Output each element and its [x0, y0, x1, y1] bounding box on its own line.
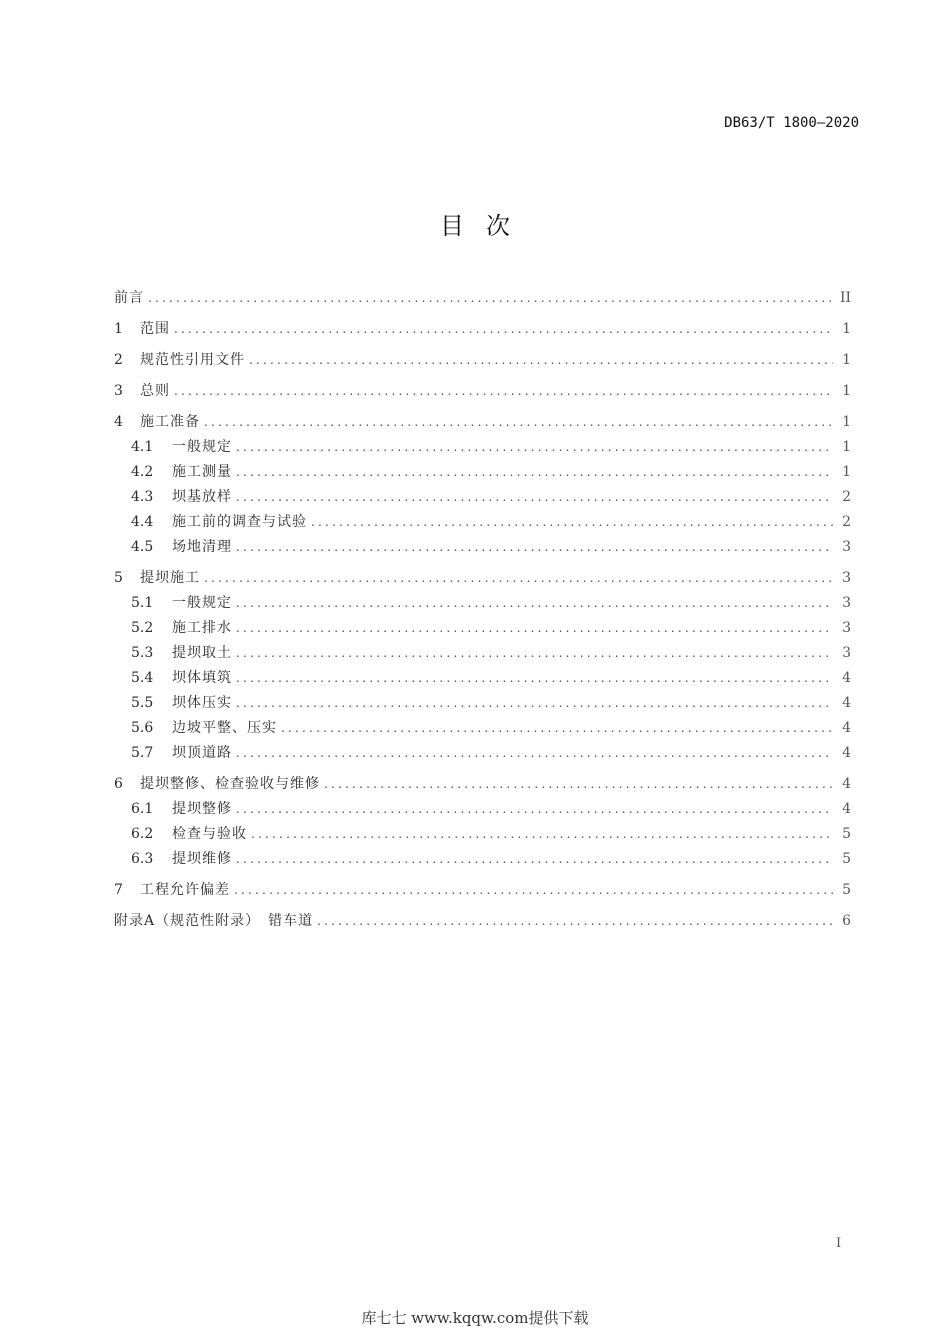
toc-entry-number: 5.2 [131, 620, 154, 636]
toc-entry-page: 4 [842, 745, 851, 761]
toc-entry-number: 5.3 [131, 645, 154, 661]
toc-entry[interactable] [114, 286, 851, 311]
dot-leader [236, 741, 833, 766]
toc-entry-label: 检查与验收 [172, 826, 247, 842]
toc-entry-label: 施工排水 [172, 620, 232, 636]
toc-entry-page: 4 [842, 776, 851, 792]
toc-entry[interactable] [114, 616, 851, 641]
standard-code: DB63/T 1800—2020 [724, 115, 859, 131]
toc-entry-page: 1 [842, 352, 851, 368]
footer-note: 库七七 www.kqqw.com提供下载 [361, 1309, 589, 1327]
toc-entry-label: 坝体压实 [172, 695, 232, 711]
toc-entry-label: 场地清理 [172, 539, 232, 555]
dot-leader [234, 878, 833, 903]
dot-leader [236, 666, 833, 691]
page-number: I [836, 1236, 842, 1251]
toc-entry-page: 4 [842, 801, 851, 817]
toc-entry-number: 5.1 [131, 595, 154, 611]
dot-leader [236, 797, 833, 822]
dot-leader [204, 566, 833, 591]
toc-entry-label: 前言 [114, 290, 144, 306]
toc-entry-label: 坝体填筑 [172, 670, 232, 686]
toc-entry[interactable] [114, 348, 851, 373]
toc-entry-number: 4.4 [131, 514, 154, 530]
toc-entry-label: 范围 [140, 321, 170, 337]
dot-leader [236, 435, 833, 460]
toc-entry-label: 提坝施工 [140, 570, 200, 586]
toc-entry-number: 1 [114, 321, 123, 337]
toc-entry-number: 3 [114, 383, 123, 399]
toc-entry[interactable] [114, 535, 851, 560]
toc-entry-number: 5 [114, 570, 123, 586]
dot-leader [249, 348, 833, 373]
toc-entry[interactable] [114, 317, 851, 342]
dot-leader [317, 909, 833, 934]
toc-entry-label: 工程允许偏差 [140, 882, 230, 898]
dot-leader [236, 485, 833, 510]
toc-entry-page: 2 [842, 489, 851, 505]
toc-entry-label: 一般规定 [172, 595, 232, 611]
toc-entry[interactable] [114, 878, 851, 903]
toc-entry-label: 提坝整修、检查验收与维修 [140, 776, 320, 792]
toc-entry[interactable] [114, 410, 851, 435]
dot-leader [236, 691, 833, 716]
toc-entry-page: 6 [842, 913, 851, 929]
toc-entry[interactable] [114, 566, 851, 591]
dot-leader [281, 716, 833, 741]
dot-leader [174, 379, 833, 404]
toc-entry-page: 5 [842, 851, 851, 867]
toc-entry-page: 3 [842, 539, 851, 555]
toc-entry-page: 3 [842, 620, 851, 636]
table-of-contents [114, 286, 851, 934]
dot-leader [236, 535, 833, 560]
dot-leader [311, 510, 833, 535]
toc-entry-page: 5 [842, 826, 851, 842]
toc-entry-number: 4.2 [131, 464, 154, 480]
dot-leader [324, 772, 833, 797]
toc-entry-number: 4.1 [131, 439, 154, 455]
toc-entry-page: 3 [842, 645, 851, 661]
toc-entry-number: 4.3 [131, 489, 154, 505]
toc-entry[interactable] [114, 485, 851, 510]
toc-entry-number: 6.2 [131, 826, 154, 842]
toc-entry-label: 提坝整修 [172, 801, 232, 817]
toc-entry-page: II [839, 290, 851, 306]
toc-entry-number: 6.3 [131, 851, 154, 867]
toc-entry[interactable] [114, 641, 851, 666]
page-title: 目次 [440, 212, 532, 240]
dot-leader [251, 822, 833, 847]
toc-entry[interactable] [114, 691, 851, 716]
toc-entry-page: 5 [842, 882, 851, 898]
dot-leader [204, 410, 833, 435]
toc-entry-number: 5.4 [131, 670, 154, 686]
toc-entry-label: 附录A（规范性附录） 错车道 [114, 913, 314, 929]
toc-entry-number: 6 [114, 776, 123, 792]
toc-entry[interactable] [114, 741, 851, 766]
toc-entry-label: 坝基放样 [172, 489, 232, 505]
dot-leader [236, 847, 833, 872]
toc-entry-page: 1 [842, 439, 851, 455]
toc-entry-label: 规范性引用文件 [140, 352, 245, 368]
toc-entry-page: 4 [842, 720, 851, 736]
toc-entry-label: 一般规定 [172, 439, 232, 455]
toc-entry-label: 施工测量 [172, 464, 232, 480]
toc-entry[interactable] [114, 435, 851, 460]
dot-leader [236, 641, 833, 666]
toc-entry[interactable] [114, 379, 851, 404]
toc-entry[interactable] [114, 797, 851, 822]
toc-entry-number: 5.6 [131, 720, 154, 736]
toc-entry-page: 1 [842, 383, 851, 399]
toc-entry-label: 坝顶道路 [172, 745, 232, 761]
dot-leader [236, 616, 833, 641]
toc-entry-label: 提坝维修 [172, 851, 232, 867]
toc-entry-page: 1 [842, 464, 851, 480]
toc-entry[interactable] [114, 822, 851, 847]
dot-leader [174, 317, 833, 342]
toc-entry[interactable] [114, 591, 851, 616]
toc-entry-number: 5.7 [131, 745, 154, 761]
toc-entry-label: 边坡平整、压实 [172, 720, 277, 736]
toc-entry-page: 2 [842, 514, 851, 530]
toc-entry-number: 5.5 [131, 695, 154, 711]
toc-entry-number: 4.5 [131, 539, 154, 555]
toc-entry-label: 施工前的调查与试验 [172, 514, 307, 530]
toc-entry[interactable] [114, 909, 851, 934]
toc-entry-page: 4 [842, 695, 851, 711]
dot-leader [148, 286, 833, 311]
toc-entry[interactable] [114, 772, 851, 797]
toc-entry-page: 3 [842, 570, 851, 586]
toc-entry-label: 施工准备 [140, 414, 200, 430]
toc-entry-page: 1 [842, 414, 851, 430]
toc-entry-number: 2 [114, 352, 123, 368]
toc-entry[interactable] [114, 666, 851, 691]
toc-entry[interactable] [114, 460, 851, 485]
toc-entry-number: 4 [114, 414, 123, 430]
toc-entry-number: 6.1 [131, 801, 154, 817]
toc-entry[interactable] [114, 716, 851, 741]
toc-entry[interactable] [114, 847, 851, 872]
toc-entry-page: 1 [842, 321, 851, 337]
dot-leader [236, 460, 833, 485]
toc-entry-label: 总则 [140, 383, 170, 399]
dot-leader [236, 591, 833, 616]
toc-entry-page: 4 [842, 670, 851, 686]
toc-entry-page: 3 [842, 595, 851, 611]
toc-entry[interactable] [114, 510, 851, 535]
toc-entry-label: 提坝取土 [172, 645, 232, 661]
toc-entry-number: 7 [114, 882, 123, 898]
